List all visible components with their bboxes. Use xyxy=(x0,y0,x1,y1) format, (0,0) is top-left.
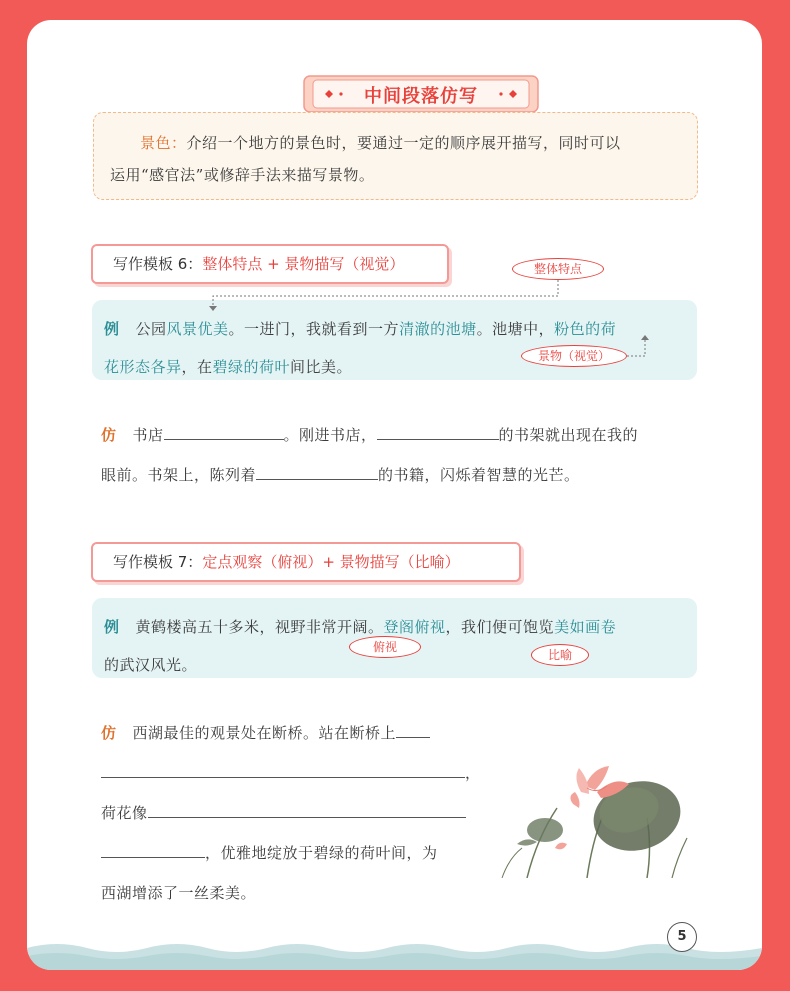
practice-7 xyxy=(101,713,491,913)
template-6-title: 整体特点 + 景物描写（视觉） xyxy=(202,255,405,273)
example-text: 。一进门，我就看到一方 xyxy=(228,320,400,338)
example-text: 黄鹤楼高五十多米，视野非常开阔。 xyxy=(135,618,384,636)
example-text: ，我们便可饱览 xyxy=(445,618,555,636)
practice-text: 眼前。书架上，陈列着 xyxy=(101,466,257,484)
practice-text: ， xyxy=(465,764,481,782)
example-6-marker: 例 xyxy=(104,320,120,338)
arrow-icon xyxy=(209,306,217,311)
page-title: 中间段落仿写 xyxy=(364,86,478,107)
example-text: ，在 xyxy=(181,358,213,376)
highlight-text: 风景优美 xyxy=(166,320,229,338)
lotus-illustration xyxy=(497,748,697,878)
template-7-title: 定点观察（俯视）+ 景物描写（比喻） xyxy=(202,553,460,571)
practice-6-marker: 仿 xyxy=(101,426,117,444)
fill-blank[interactable] xyxy=(164,422,284,440)
example-text: 公园 xyxy=(135,320,167,338)
practice-text: 的书籍，闪烁着智慧的光芒。 xyxy=(378,466,580,484)
annotation-bubble: 整体特点 xyxy=(512,258,604,280)
fill-blank[interactable] xyxy=(377,422,499,440)
page-number: 5 xyxy=(667,922,697,952)
example-text: 。池塘中， xyxy=(476,320,555,338)
fill-blank[interactable] xyxy=(396,720,430,738)
example-text: 的武汉风光。 xyxy=(104,656,198,674)
practice-text: 西湖增添了一丝柔美。 xyxy=(101,884,257,902)
practice-text: 的书架就出现在我的 xyxy=(498,426,639,444)
highlight-text: 粉色的荷 xyxy=(554,320,617,338)
fill-blank[interactable] xyxy=(256,462,378,480)
intro-text-1: 介绍一个地方的景色时，要通过一定的顺序展开描写，同时可以 xyxy=(186,134,621,152)
template-6-label: 写作模板 6： xyxy=(113,255,203,273)
fill-blank[interactable] xyxy=(101,760,465,778)
highlight-text: 碧绿的荷叶 xyxy=(212,358,291,376)
annotation-bubble: 比喻 xyxy=(531,644,589,666)
intro-keyword: 景色： xyxy=(140,134,187,152)
fill-blank[interactable] xyxy=(101,840,205,858)
annotation-bubble: 俯视 xyxy=(349,636,421,658)
template-7-label: 写作模板 7： xyxy=(113,553,203,571)
annotation-bubble: 景物（视觉） xyxy=(521,345,627,367)
template-7-header xyxy=(91,542,521,582)
practice-text: 西湖最佳的观景处在断桥。站在断桥上 xyxy=(132,724,397,742)
example-7-marker: 例 xyxy=(104,618,120,636)
bottom-wave xyxy=(27,930,762,970)
practice-7-marker: 仿 xyxy=(101,724,117,742)
highlight-text: 花形态各异 xyxy=(104,358,182,376)
fill-blank[interactable] xyxy=(148,800,466,818)
intro-text-2: 运用“感官法”或修辞手法来描写景物。 xyxy=(110,166,375,184)
practice-text: 书店 xyxy=(132,426,164,444)
practice-text: 。刚进书店， xyxy=(283,426,377,444)
highlight-text: 登阁俯视 xyxy=(383,618,446,636)
practice-text: 荷花像 xyxy=(101,804,148,822)
practice-text: ，优雅地绽放于碧绿的荷叶间，为 xyxy=(205,844,438,862)
page xyxy=(27,20,762,970)
arrow-icon xyxy=(641,335,649,340)
highlight-text: 美如画卷 xyxy=(554,618,617,636)
highlight-text: 清澈的池塘 xyxy=(399,320,477,338)
practice-6 xyxy=(101,415,701,495)
example-text: 间比美。 xyxy=(290,358,353,376)
